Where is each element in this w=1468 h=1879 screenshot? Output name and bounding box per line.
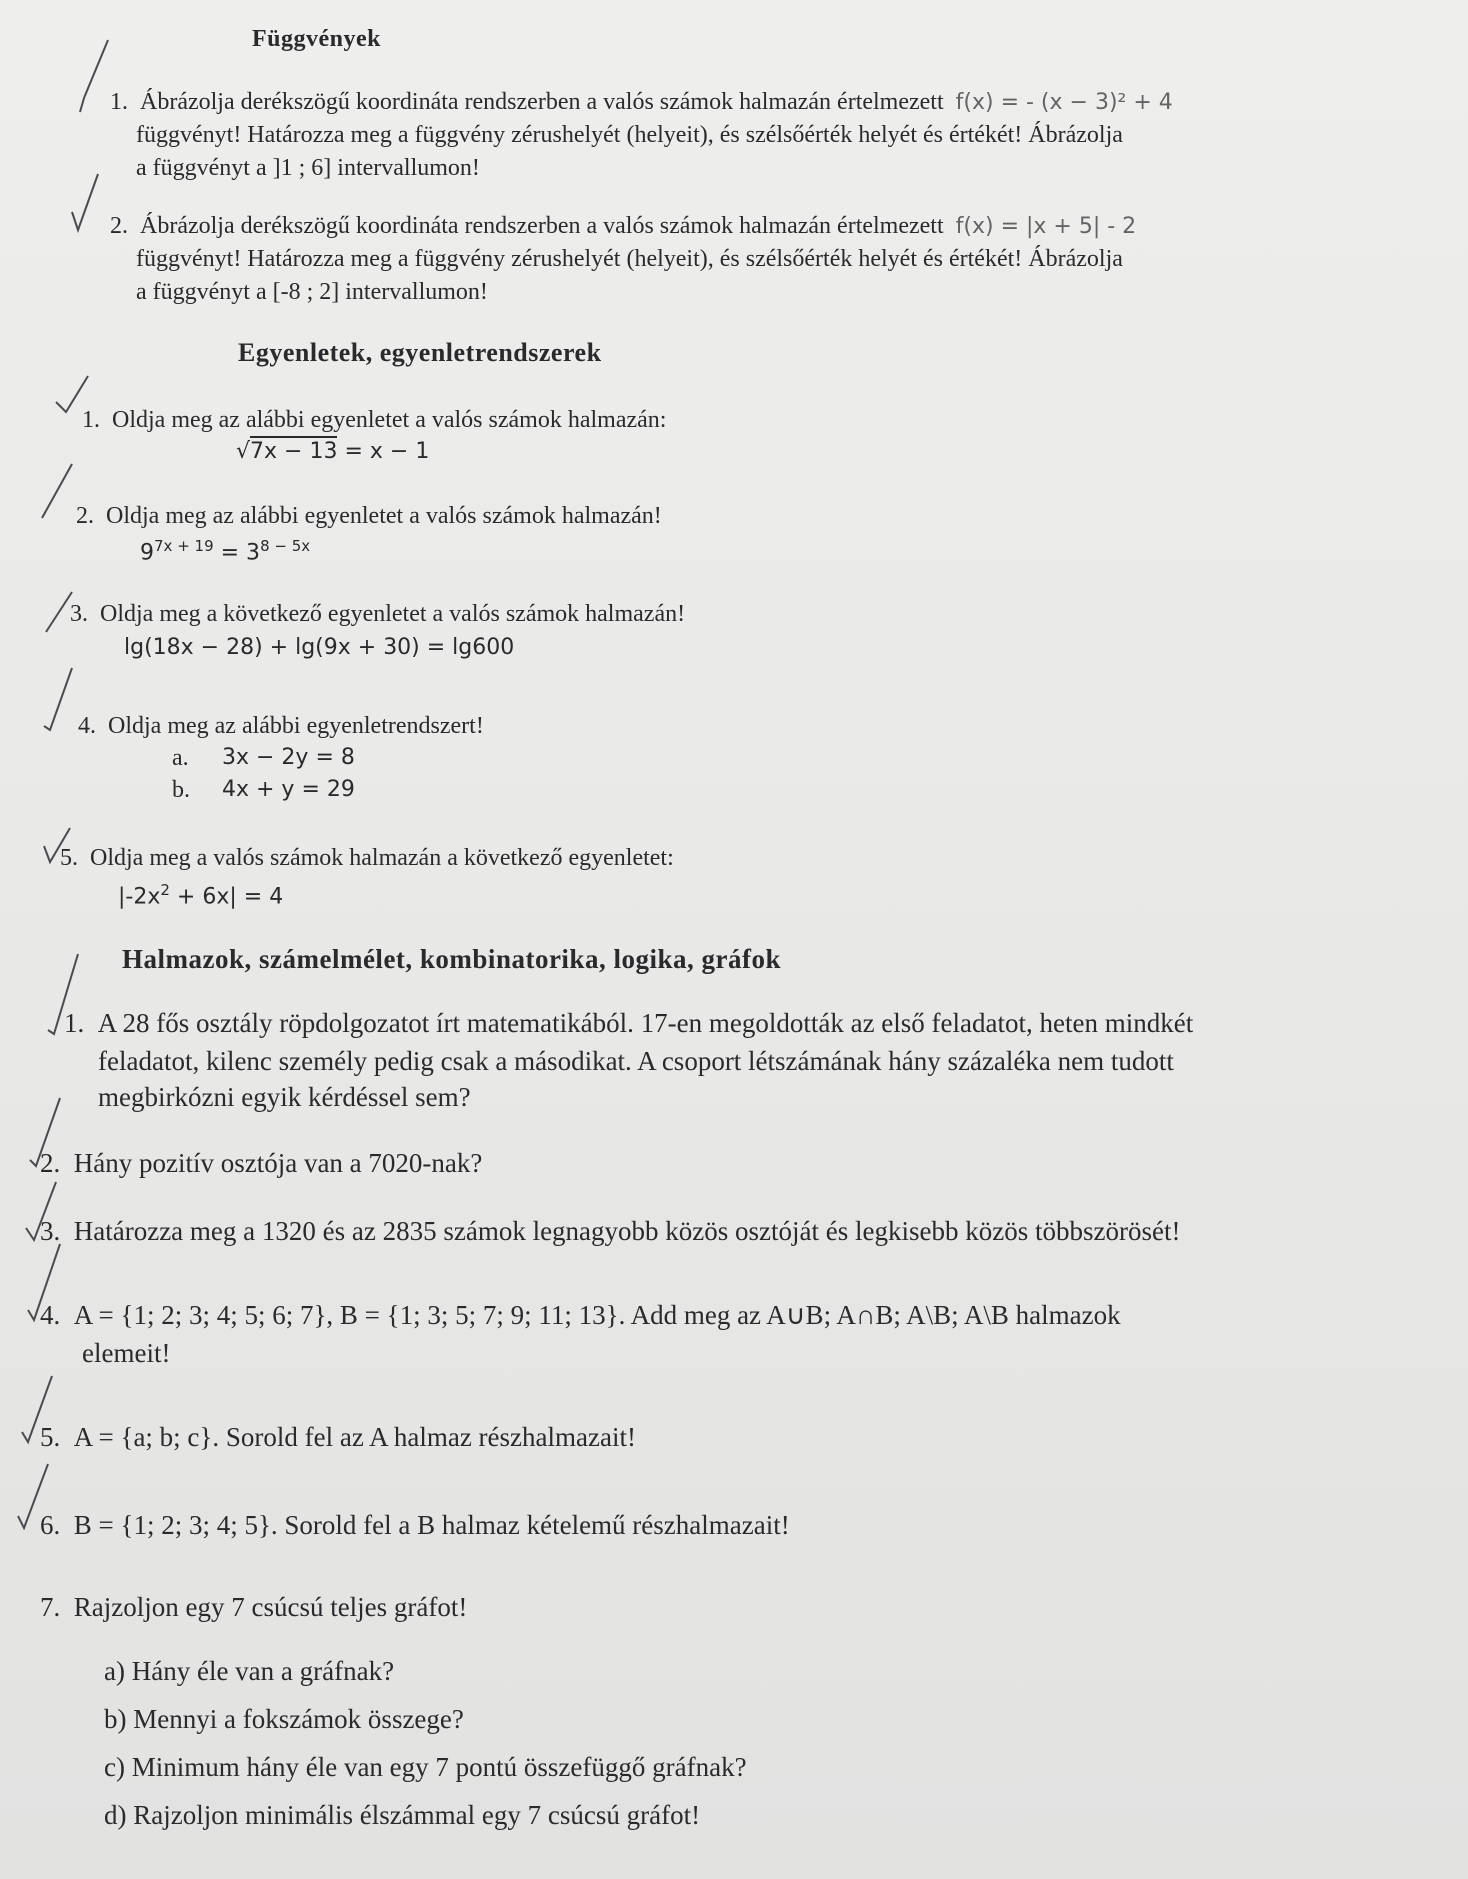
- task-3-7-d: d) Rajzoljon minimális élszámmal egy 7 csúcsú gráfot!: [104, 1800, 701, 1830]
- task-1-1-line2: függvényt! Határozza meg a függvény zérushelyét (helyeit), és szélsőérték helyét és értékét! Ábrázolja: [136, 122, 1123, 148]
- equation-2-1: √7x − 13 = x − 1: [236, 436, 429, 468]
- task-2-2: 2. Oldja meg az alábbi egyenletet a valós számok halmazán!: [76, 503, 662, 529]
- task-2-1: 1. Oldja meg az alábbi egyenletet a valós számok halmazán:: [82, 407, 667, 433]
- task-1-2-line2: függvényt! Határozza meg a függvény zérushelyét (helyeit), és szélsőérték helyét és értékét! Ábrázolja: [136, 246, 1123, 272]
- section-title-fuggvenyek: Függvények: [252, 26, 382, 52]
- task-2-5: 5. Oldja meg a valós számok halmazán a következő egyenletet:: [60, 845, 674, 871]
- equation-2-4-a: 3x − 2y = 8: [222, 745, 355, 770]
- task-3-4: 4. A = {1; 2; 3; 4; 5; 6; 7}, B = {1; 3; 5; 7; 9; 11; 13}. Add meg az A∪B; A∩B; A\B; A\B halmazok: [40, 1300, 1121, 1330]
- task-3-7-b: b) Mennyi a fokszámok összege?: [104, 1704, 464, 1734]
- task-3-1: 1. A 28 fős osztály röpdolgozatot írt matematikából. 17-en megoldották az első feladatot, heten mindkét: [64, 1008, 1194, 1038]
- section-title-halmazok: Halmazok, számelmélet, kombinatorika, logika, gráfok: [122, 944, 781, 974]
- equation-2-4-b: 4x + y = 29: [222, 777, 355, 802]
- task-3-7-c: c) Minimum hány éle van egy 7 pontú összefüggő gráfnak?: [104, 1752, 747, 1782]
- task-3-3: 3. Határozza meg a 1320 és az 2835 számok legnagyobb közös osztóját és legkisebb közös többszörösét!: [40, 1216, 1181, 1246]
- equation-2-2: $9^{7x + 19} = 3^{8 - 5x}$: [140, 537, 311, 566]
- checkmark-icon: [40, 664, 80, 734]
- task-3-1-line2: feladatot, kilenc személy pedig csak a másodikat. A csoport létszámának hány százaléka nem tudott: [98, 1046, 1174, 1076]
- task-1-2-line3: a függvényt a [-8 ; 2] intervallumon!: [136, 279, 488, 305]
- task-3-7-a: a) Hány éle van a gráfnak?: [104, 1656, 395, 1686]
- equation-2-3: lg(18x − 28) + lg(9x + 30) = lg600: [124, 635, 515, 660]
- equation-2-5: $|-2x^2 + 6x| = 4$: [118, 881, 284, 910]
- task-2-4: 4. Oldja meg az alábbi egyenletrendszert!: [78, 713, 484, 739]
- task-2-3: 3. Oldja meg a következő egyenletet a valós számok halmazán!: [70, 601, 686, 627]
- task-3-5: 5. A = {a; b; c}. Sorold fel az A halmaz részhalmazait!: [40, 1422, 636, 1452]
- task-3-2: 2. Hány pozitív osztója van a 7020-nak?: [40, 1148, 483, 1178]
- task-3-6: 6. B = {1; 2; 3; 4; 5}. Sorold fel a B halmaz kételemű részhalmazait!: [40, 1510, 790, 1540]
- checkmark-icon: [68, 170, 108, 236]
- task-1-1-line3: a függvényt a ]1 ; 6] intervallumon!: [136, 155, 480, 181]
- section-title-egyenletek: Egyenletek, egyenletrendszerek: [238, 338, 602, 367]
- checkmark-icon: [38, 460, 78, 524]
- task-1-1: 1. Ábrázolja derékszögű koordináta rendszerben a valós számok halmazán értelmezett f(x) = - (x − 3)² + 4: [110, 89, 1173, 115]
- task-2-4-b-label: b.: [172, 777, 190, 803]
- task-3-7: 7. Rajzoljon egy 7 csúcsú teljes gráfot!: [40, 1592, 468, 1622]
- task-3-4-line2: elemeit!: [82, 1338, 171, 1368]
- task-2-4-a-label: a.: [172, 745, 189, 771]
- task-3-1-line3: megbirkózni egyik kérdéssel sem?: [98, 1082, 471, 1112]
- checkmark-icon: [74, 36, 114, 116]
- task-1-2: 2. Ábrázolja derékszögű koordináta rendszerben a valós számok halmazán értelmezett f(x) = |x + 5| - 2: [110, 213, 1137, 239]
